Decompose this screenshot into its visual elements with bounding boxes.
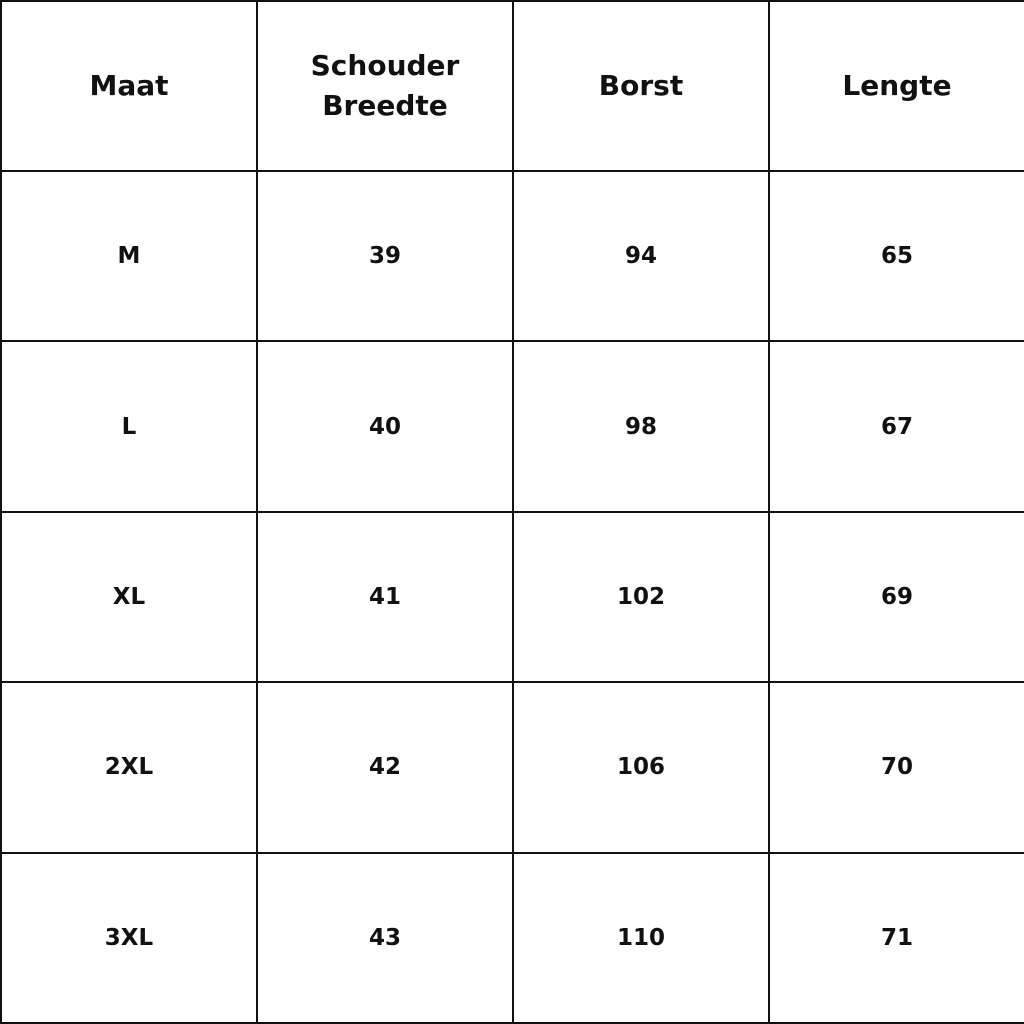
header-schouder-label: Schouder [310, 49, 460, 82]
cell-schouder-breedte: 43 [257, 853, 513, 1023]
table-row [1, 512, 1024, 682]
table-row [1, 682, 1024, 852]
header-breedte-label: Breedte [322, 89, 448, 122]
cell-borst: 94 [513, 171, 769, 341]
cell-schouder-breedte: 39 [257, 171, 513, 341]
cell-maat: L [1, 341, 257, 511]
cell-maat: 2XL [1, 682, 257, 852]
header-borst [513, 1, 769, 171]
header-schouder-breedte [257, 1, 513, 171]
cell-borst: 110 [513, 853, 769, 1023]
cell-lengte: 67 [769, 341, 1024, 511]
header-borst-label: Borst [598, 69, 684, 102]
cell-maat: M [1, 171, 257, 341]
cell-schouder-breedte: 40 [257, 341, 513, 511]
cell-schouder-breedte: 42 [257, 682, 513, 852]
table-row [1, 171, 1024, 341]
cell-schouder-breedte: 41 [257, 512, 513, 682]
cell-lengte: 71 [769, 853, 1024, 1023]
table-row [1, 853, 1024, 1023]
cell-borst: 98 [513, 341, 769, 511]
cell-lengte: 70 [769, 682, 1024, 852]
header-lengte-label: Lengte [842, 69, 952, 102]
cell-lengte: 65 [769, 171, 1024, 341]
cell-lengte: 69 [769, 512, 1024, 682]
table-row [1, 341, 1024, 511]
cell-borst: 102 [513, 512, 769, 682]
header-maat [1, 1, 257, 171]
cell-maat: 3XL [1, 853, 257, 1023]
header-maat-label: Maat [89, 69, 169, 102]
cell-maat: XL [1, 512, 257, 682]
header-lengte [769, 1, 1024, 171]
cell-borst: 106 [513, 682, 769, 852]
header-row [1, 1, 1024, 171]
